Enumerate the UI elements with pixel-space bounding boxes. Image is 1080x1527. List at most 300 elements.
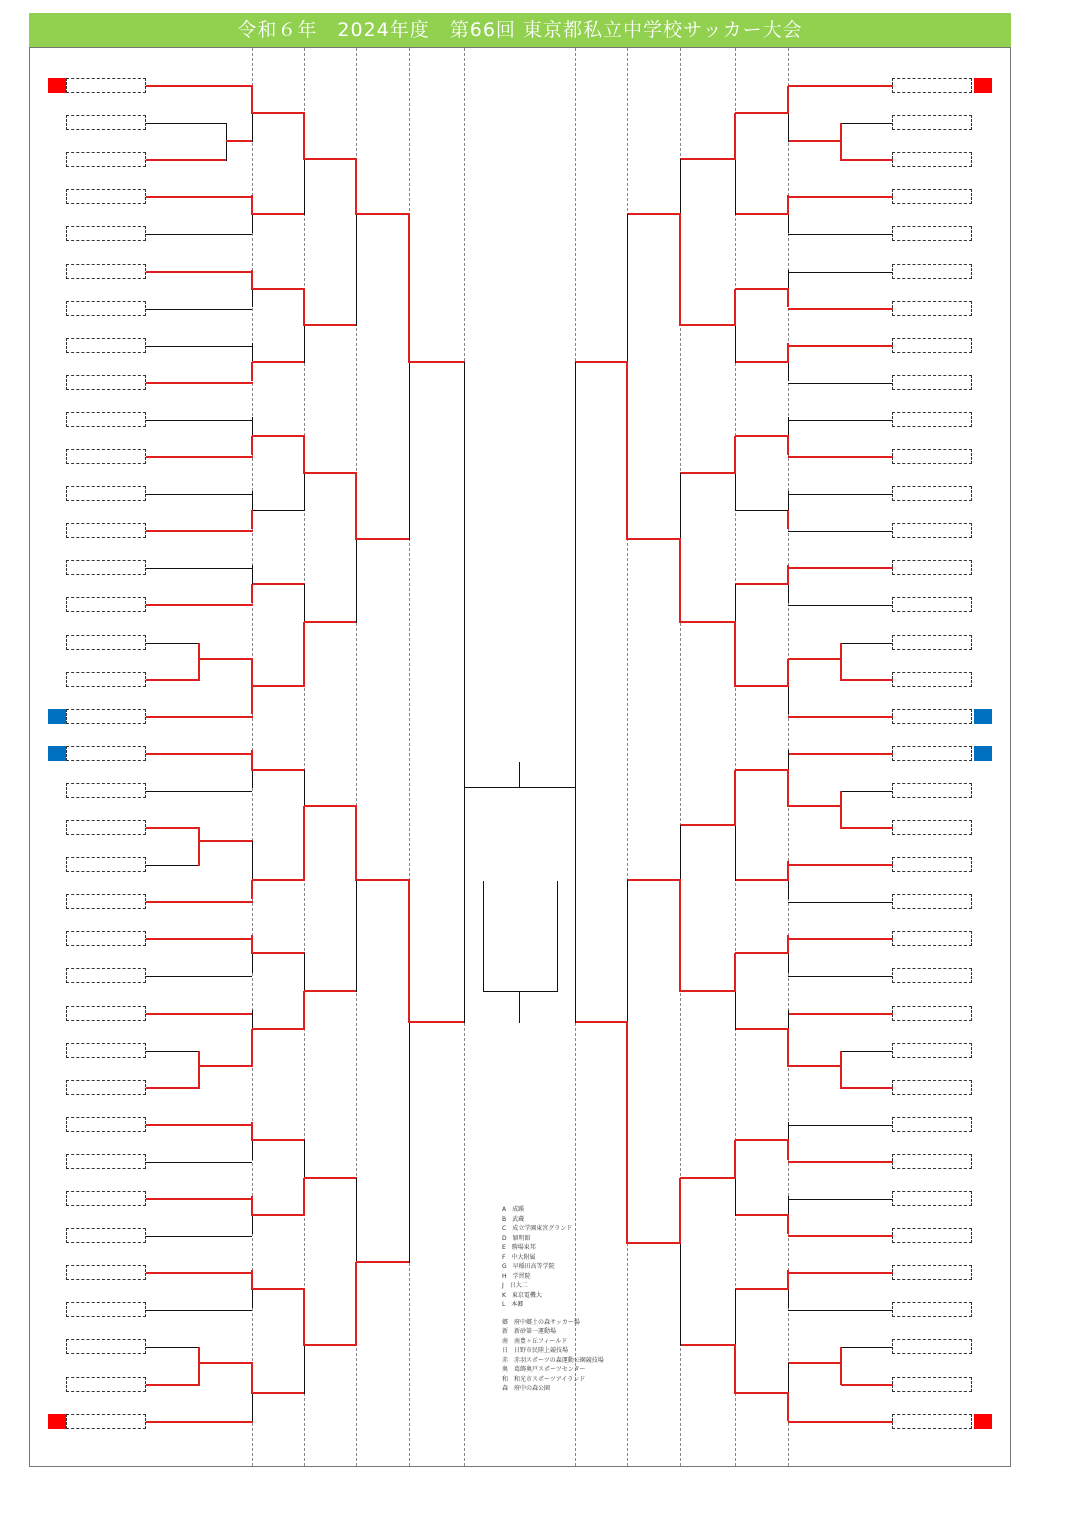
bracket-line [788,938,893,940]
team-name-box [66,1191,146,1206]
team-name-box [66,189,146,204]
third-place-box [483,881,558,992]
team-name-box [66,375,146,390]
bracket-line [788,605,892,606]
bracket-line [788,1013,893,1015]
bracket-line [198,643,200,681]
team-name-box [892,1377,972,1392]
column-divider [735,48,736,1466]
bracket-line [680,1177,736,1179]
bracket-line [575,361,628,363]
bracket-line [251,1363,253,1394]
team-name-box [892,523,972,538]
bracket-line [146,716,253,718]
team-name-box [66,1080,146,1095]
bracket-line [841,159,893,161]
bracket-line [199,1362,253,1364]
bracket-line [734,1140,736,1179]
team-name-box [892,189,972,204]
bracket-line [226,140,253,142]
bracket-line [146,1384,200,1386]
team-name-box [66,597,146,612]
page-title: 令和６年 2024年度 第66回 東京都私立中学校サッカー大会 [29,13,1011,47]
bracket-line [146,827,200,829]
bracket-line [679,880,681,992]
bracket-line [199,658,253,660]
bracket-line [146,1198,253,1200]
bracket-line [788,196,893,198]
bracket-line [355,159,357,215]
bracket-line [679,214,681,326]
team-name-box [66,486,146,501]
bracket-line [226,123,227,161]
bracket-line [356,538,410,540]
team-name-box [66,1377,146,1392]
bracket-line [303,436,305,474]
bracket-line [409,361,465,363]
bracket-line [251,86,253,114]
team-name-box [66,672,146,687]
bracket-line [303,1289,305,1346]
bracket-line [146,604,253,606]
team-name-box [892,1043,972,1058]
bracket-line [355,1262,357,1346]
bracket-line [841,827,893,829]
bracket-line [735,1139,789,1141]
team-name-box [892,1414,972,1429]
bracket-line [734,436,736,474]
team-name-box [66,857,146,872]
bracket-line [840,1051,842,1089]
bracket-line [734,622,736,687]
bracket-line [787,1270,789,1290]
bracket-line [680,324,736,326]
column-divider [304,48,305,1466]
bracket-line [252,361,305,363]
bracket-line [146,643,199,644]
bracket-line [841,791,892,792]
bracket-line [146,679,200,681]
bracket-line [627,538,681,540]
team-name-box [892,783,972,798]
team-name-box [66,523,146,538]
bracket-line [575,1021,628,1023]
legend-item: J 日大二 [502,1282,528,1289]
team-name-box [892,115,972,130]
legend-item: 新 新砂第一運動場 [502,1328,557,1335]
seed-mark-blue [974,709,992,724]
bracket-line [788,1199,892,1200]
team-name-box [892,1117,972,1132]
bracket-line [788,805,842,807]
bracket-line [787,1215,789,1234]
team-name-box [66,78,146,93]
bracket-line [356,1261,410,1263]
team-name-box [66,338,146,353]
bracket-line [840,643,842,681]
legend-item: 森 府中の森公園 [502,1385,551,1392]
bracket-line [735,879,789,881]
team-name-box [892,264,972,279]
bracket-line [146,1421,253,1423]
bracket-line [464,362,465,1023]
bracket-line [304,324,357,326]
bracket-line [788,1310,892,1311]
bracket-line [734,1345,736,1394]
bracket-line [788,308,893,310]
bracket-line [146,234,252,235]
team-name-box [66,1043,146,1058]
seed-mark-red [48,1414,66,1429]
team-name-box [892,338,972,353]
bracket-line [251,195,253,215]
bracket-line [679,1178,681,1244]
bracket-line [841,123,892,124]
team-name-box [892,1154,972,1169]
bracket-line [355,806,357,881]
bracket-line [252,435,305,437]
bracket-line [735,361,789,363]
team-name-box [66,1302,146,1317]
bracket-line [788,456,893,458]
bracket-line [575,362,576,1023]
bracket-line [146,1051,199,1052]
bracket-line [146,85,253,87]
bracket-line [252,769,305,771]
team-name-box [66,412,146,427]
bracket-line [303,806,305,881]
bracket-line [788,383,892,384]
bracket-line [734,289,736,326]
team-name-box [66,226,146,241]
bracket-line [841,1051,892,1052]
bracket-line [252,565,253,585]
bracket-line [146,568,252,569]
legend-item: E 駒場東邦 [502,1244,536,1251]
bracket-line [252,1028,305,1030]
bracket-line [409,1021,465,1023]
bracket-line [146,309,252,310]
team-name-box [66,301,146,316]
bracket-line [251,1029,253,1067]
venue-legend [502,1205,604,1394]
bracket-line [841,643,892,644]
team-name-box [892,968,972,983]
seed-mark-red [48,78,66,93]
bracket-line [788,716,893,718]
bracket-line [627,1242,681,1244]
bracket-line [251,436,253,455]
team-name-box [892,78,972,93]
bracket-line [198,1347,200,1385]
bracket-line [146,865,199,866]
bracket-line [788,753,893,755]
team-name-box [892,486,972,501]
bracket-line [841,1347,892,1348]
team-name-box [66,746,146,761]
bracket-line [788,1272,893,1274]
team-name-box [66,968,146,983]
team-name-box [892,412,972,427]
bracket-line [146,1236,252,1237]
team-name-box [892,1191,972,1206]
team-name-box [66,820,146,835]
bracket-line [146,791,252,792]
team-name-box [892,226,972,241]
bracket-line [788,1161,893,1163]
bracket-line [146,976,252,977]
seed-mark-red [974,1414,992,1429]
bracket-line [519,991,520,1023]
team-name-box [892,1265,972,1280]
seed-mark-blue [48,746,66,761]
bracket-line [304,1344,357,1346]
bracket-line [251,686,253,714]
bracket-line [788,85,893,87]
bracket-line [627,213,681,215]
bracket-line [146,271,253,273]
bracket-line [251,880,253,899]
bracket-line [680,990,736,992]
bracket-line [840,1347,842,1385]
team-name-box [66,783,146,798]
bracket-line [788,1362,842,1364]
team-name-box [66,1339,146,1354]
bracket-line [680,621,736,623]
bracket-line [787,659,789,687]
bracket-line [788,345,893,347]
bracket-line [146,753,253,755]
bracket-line [787,343,789,363]
bracket-line [251,1196,253,1216]
bracket-line [251,659,253,687]
bracket-line [146,1087,200,1089]
legend-item: F 中大附属 [502,1253,536,1261]
team-name-box [66,709,146,724]
bracket-line [788,531,892,532]
team-name-box [66,894,146,909]
bracket-line [304,805,357,807]
team-name-box [66,264,146,279]
bracket-line [734,113,736,160]
bracket-line [252,952,305,954]
bracket-line [679,539,681,623]
team-name-box [892,152,972,167]
bracket-line [146,456,253,458]
bracket-line [735,952,789,954]
bracket-line [680,1344,736,1346]
bracket-line [304,1177,357,1179]
bracket-line [146,1013,253,1015]
seed-mark-blue [48,709,66,724]
team-name-box [892,375,972,390]
bracket-line [680,824,736,826]
bracket-line [304,990,357,992]
bracket-line [303,113,305,160]
bracket-line [251,750,253,771]
bracket-line [146,1162,252,1163]
bracket-line [146,123,226,124]
team-name-box [892,1339,972,1354]
bracket-line [787,1393,789,1421]
bracket-line [788,140,842,142]
bracket-line [841,1384,893,1386]
team-name-box [892,931,972,946]
bracket-line [787,86,789,114]
bracket-line [735,112,789,114]
bracket-line [788,420,892,421]
bracket-line [841,679,893,681]
bracket-line [303,289,305,326]
bracket-line [735,1028,789,1030]
bracket-line [146,1124,253,1126]
bracket-line [735,288,789,290]
bracket-line [252,583,305,585]
legend-item: 和 和光市スポーツアイランド [502,1375,586,1383]
bracket-line [303,622,305,687]
team-name-box [66,560,146,575]
legend-item: B 武蔵 [502,1215,525,1223]
bracket-line [146,196,253,198]
bracket-line [252,112,305,114]
team-name-box [66,1006,146,1021]
legend-item: G 早稲田高等学院 [502,1263,555,1270]
team-name-box [892,1228,972,1243]
bracket-line [251,270,253,290]
bracket-line [251,1270,253,1290]
bracket-line [735,1214,789,1216]
team-name-box [892,820,972,835]
bracket-line [146,420,252,421]
bracket-line [680,158,736,160]
team-name-box [892,709,972,724]
bracket-line [788,1125,892,1126]
bracket-line [304,621,357,623]
team-name-box [892,301,972,316]
bracket-line [787,289,789,307]
bracket-line [841,1087,893,1089]
bracket-line [146,382,253,384]
bracket-line [356,879,410,881]
bracket-line [252,288,305,290]
legend-item: 郷 府中郷土の森サッカー場 [502,1318,580,1326]
legend-item: A 成蹊 [502,1206,525,1213]
seed-mark-blue [974,746,992,761]
bracket-line [252,1214,305,1216]
bracket-line [252,213,305,215]
bracket-line [198,1051,200,1089]
bracket-line [787,770,789,807]
legend-item: C 成立学園東宮グランド [502,1225,573,1232]
bracket-line [199,1065,253,1067]
bracket-line [735,1392,789,1394]
bracket-line [788,1065,842,1067]
seed-mark-red [974,78,992,93]
bracket-line [840,791,842,829]
bracket-line [735,769,789,771]
bracket-line [788,234,892,235]
bracket-line [251,510,253,529]
bracket-line [787,436,789,455]
bracket-line [146,938,253,940]
team-name-box [892,672,972,687]
team-name-box [892,597,972,612]
team-name-box [66,152,146,167]
team-name-box [66,931,146,946]
bracket-line [840,123,842,161]
bracket-line [788,658,842,660]
team-name-box [66,1228,146,1243]
bracket-line [787,565,789,585]
bracket-line [735,583,789,585]
bracket-line [626,362,628,540]
legend-item: K 東京電機大 [502,1291,542,1299]
team-name-box [892,857,972,872]
bracket-line [252,510,304,511]
team-name-box [892,746,972,761]
team-name-box [892,1080,972,1095]
team-name-box [66,1414,146,1429]
bracket-line [519,762,520,788]
bracket-line [735,685,789,687]
bracket-line [788,902,892,903]
bracket-line [788,272,892,273]
bracket-line [304,472,357,474]
bracket-line [734,770,736,826]
bracket-line [252,685,305,687]
bracket-line [627,879,681,881]
bracket-line [356,213,410,215]
bracket-line [788,1421,893,1423]
legend-item: 日 日野市民陸上競技場 [502,1347,569,1354]
bracket-line [146,159,227,161]
bracket-line [146,494,252,495]
bracket-line [735,435,789,437]
bracket-line [735,213,789,215]
legend-item: 南 南豊ヶ丘フィールド [502,1337,568,1345]
bracket-line [146,1347,199,1348]
legend-item: H 学習院 [502,1272,531,1280]
team-name-box [66,635,146,650]
bracket-line [252,1139,305,1141]
bracket-line [408,880,410,1023]
bracket-line [146,901,253,903]
bracket-line [146,530,253,532]
bracket-line [199,840,253,842]
team-name-box [66,1265,146,1280]
legend-item: L 本郷 [502,1301,524,1308]
bracket-line [146,346,252,347]
bracket-line [626,1022,628,1244]
bracket-line [304,158,357,160]
bracket-line [680,472,736,474]
team-name-box [892,1302,972,1317]
bracket-line [252,1288,305,1290]
legend-item: D 穎明館 [502,1234,531,1242]
team-name-box [66,1117,146,1132]
bracket-line [787,510,789,529]
bracket-line [355,473,357,540]
bracket-line [303,1178,305,1216]
bracket-line [303,991,305,1030]
team-name-box [892,449,972,464]
bracket-line [788,567,893,569]
bracket-line [735,1288,789,1290]
bracket-line [788,976,892,977]
bracket-line [788,864,893,866]
bracket-line [787,195,789,215]
bracket-line [251,584,253,603]
